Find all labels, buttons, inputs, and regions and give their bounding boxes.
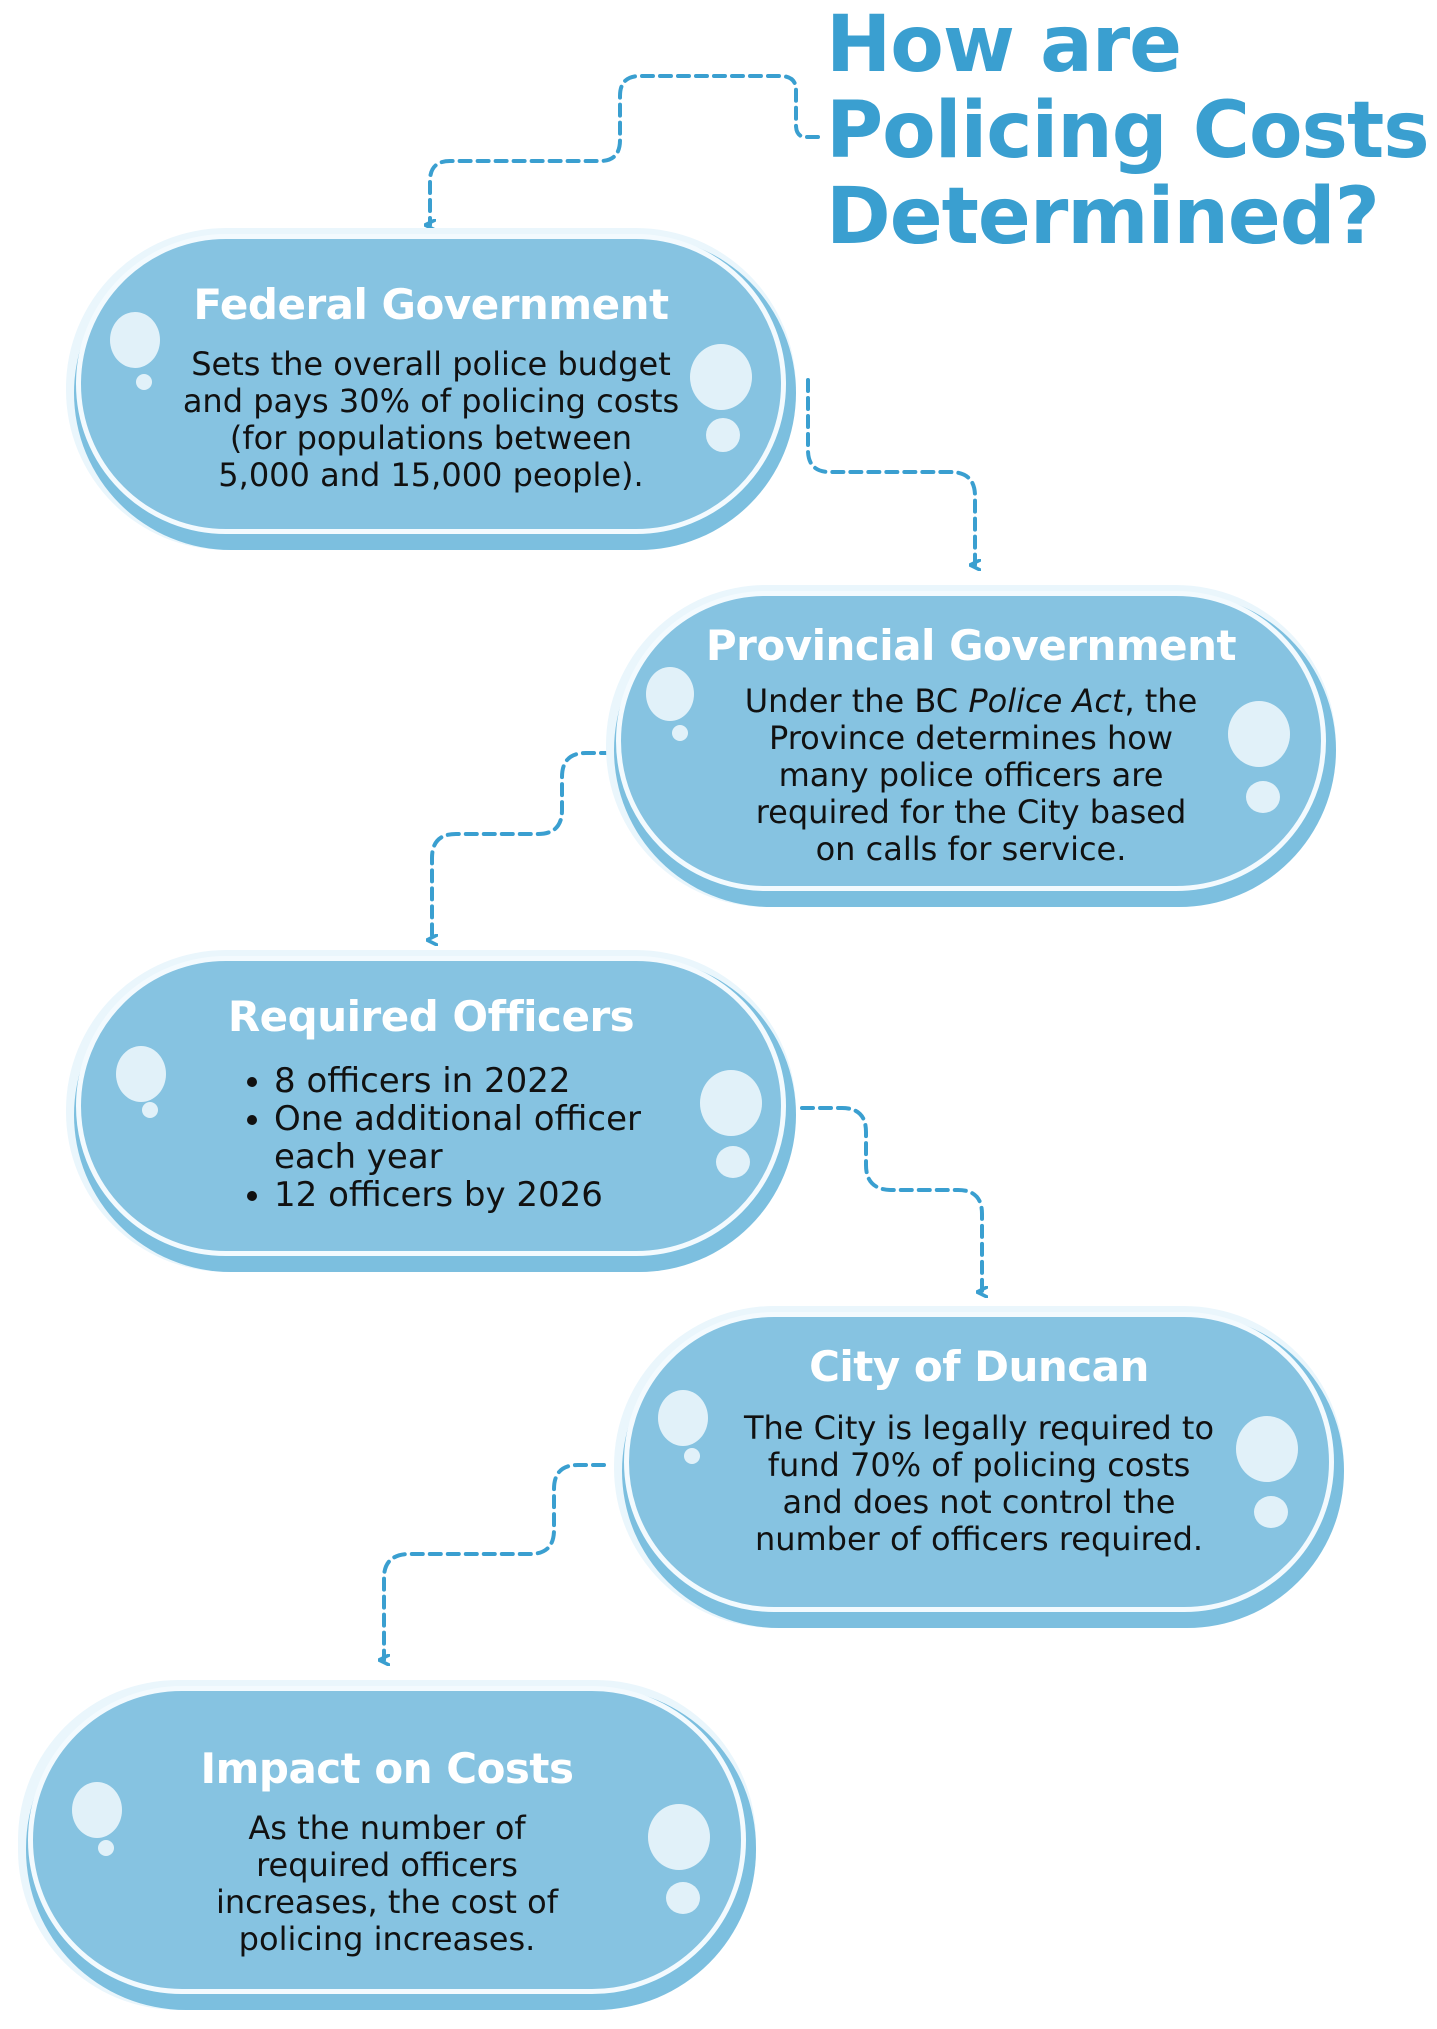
step-description: The City is legally required to fund 70% of policing costs and does not control the number of officers required. [743,1409,1215,1558]
title-line-2: Policing Costs [826,86,1429,176]
bubble-decoration [716,1146,750,1178]
bullet-item: • One additional officer each year [274,1100,641,1176]
bubble-decoration [116,1046,166,1102]
step-description: Sets the overall police budget and pays 30% of policing costs (for populations between 5,000 and 15,000 people). [182,345,680,494]
connector-officers-to-city [802,1108,982,1292]
step-city-of-duncan [614,1306,1344,1628]
connector-federal-to-provincial [808,380,975,565]
step-description: As the number of required officers increases, the cost of policing increases. [216,1809,558,1958]
connector-city-to-impact [384,1465,604,1660]
bullet-item: • 8 officers in 2022 [274,1062,641,1100]
bullet-item: • 12 officers by 2026 [274,1176,641,1214]
bubble-decoration [700,1070,762,1136]
step-heading: Impact on Costs [200,1744,574,1793]
step-heading: Required Officers [227,992,635,1041]
step-federal-government [66,228,796,550]
step-provincial-government [606,585,1336,907]
step-required-officers [66,950,796,1272]
step-description: Under the BC Police Act, the Province determines how many police officers are required for the City based on calls for service. [744,682,1198,868]
step-heading: Federal Government [193,280,669,329]
step-heading: Provincial Government [705,621,1237,670]
connector-title-to-federal [430,76,818,225]
title-line-3: Determined? [826,172,1379,262]
bubble-decoration [142,1102,158,1118]
title-line-1: How are [826,0,1182,90]
step-impact-on-costs [18,1680,756,2010]
step-heading: City of Duncan [809,1342,1149,1391]
connector-provincial-to-officers [432,753,612,940]
officer-bullet-list [238,1062,641,1214]
